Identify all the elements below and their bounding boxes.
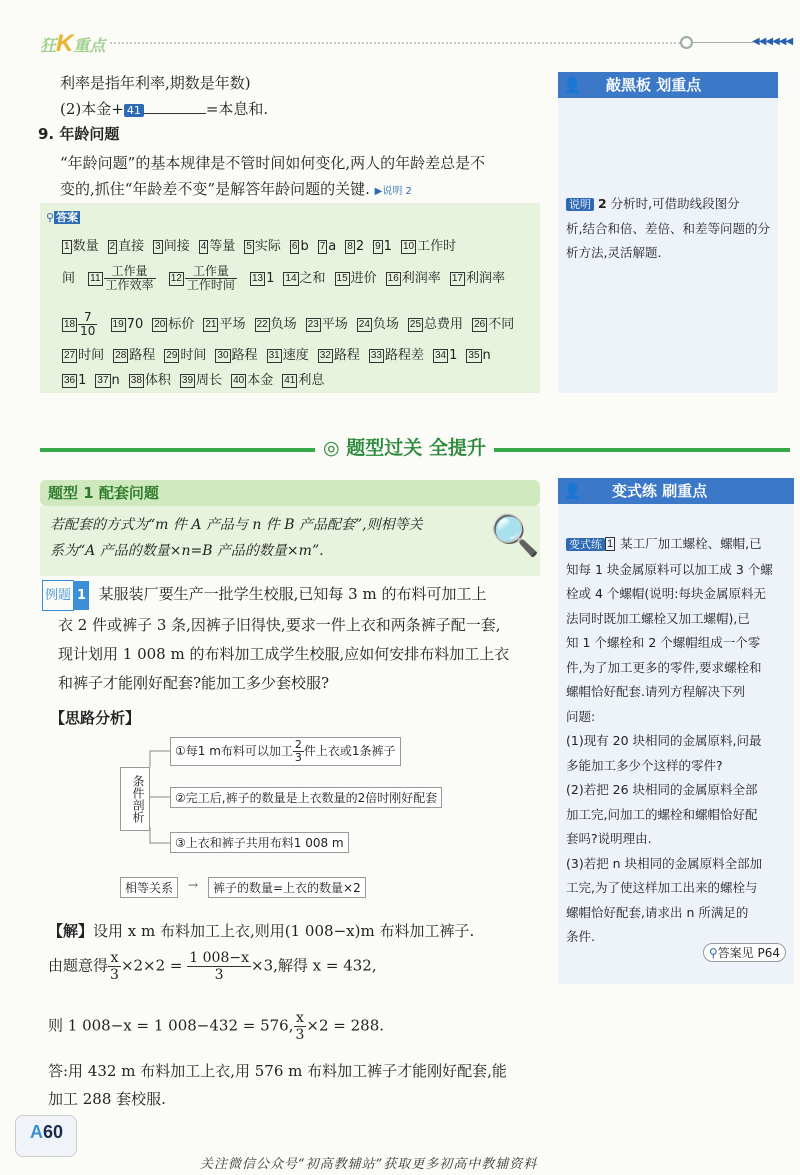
section-title: ◎ 题型过关 全提升	[315, 433, 494, 460]
practice-text-line: 条件.	[566, 929, 595, 944]
detective-mascot-icon: 🔍	[490, 513, 540, 559]
practice-text-line: 螺帽恰好配套.请列方程解决下列	[566, 684, 745, 699]
answer-row: 间 11 $\frac{\text{工作量}}{\text{工作效率}}$ 12 $\frac{\text{工作量}}{\text{工作时间}}$ 13 1 14 之和 15 进价 16 利润率 17 利润率	[62, 264, 505, 292]
question-type-box: 若配套的方式为“m 件 A 产品与 n 件 B 产品配套”,则相等关 系为“A 产品的数量×n=B 产品的数量×m”. 🔍	[40, 506, 540, 576]
answer-item: 38 体积	[130, 373, 171, 388]
answer-item: 8 2	[347, 239, 365, 254]
answer-item: 37 n	[97, 373, 120, 388]
answer-item: 25 总费用	[409, 317, 464, 332]
practice-text-line: 知每 1 块金属原料可以加工成 3 个螺	[566, 561, 773, 577]
answer-item: 14 之和	[285, 271, 326, 286]
answer-item: 28 路程	[115, 348, 156, 363]
practice-text-line: (1)现有 20 块相同的金属原料,问最	[566, 733, 762, 748]
answer-item: 1 数量	[64, 239, 99, 254]
condition-3: ③上衣和裤子共用布料1 008 m	[170, 832, 349, 853]
answer-panel	[40, 203, 540, 393]
practice-text-line: 多能加工多少个这样的零件?	[566, 757, 723, 773]
answer-item: 30 路程	[217, 348, 258, 363]
solution-equation: 由题意得 $\frac{x}{3}$ ×2×2 = $\frac{1 008-x}{3}$ ×3,解得 x = 432,	[48, 950, 377, 983]
header-circle-ornament	[680, 36, 693, 49]
teacher-icon: 👤	[558, 482, 582, 500]
note-label: 说明	[566, 198, 594, 211]
answer-row	[62, 344, 500, 363]
answer-item: 26 不同	[474, 317, 515, 332]
answer-item: 19 70	[112, 317, 144, 332]
practice-label: 变式练	[566, 538, 605, 551]
practice-text-line: (2)若把 26 块相同的金属原料全部	[566, 782, 758, 797]
equality-label: 相等关系	[120, 877, 178, 898]
side-panel-header: 👤 敲黑板 划重点	[558, 72, 778, 98]
mascot-icon: A	[30, 1122, 43, 1142]
text-line: 利率是指年利率,期数是年数)	[60, 74, 251, 92]
equality-relation: 裤子的数量=上衣的数量×2	[208, 877, 366, 898]
answer-item: 31 速度	[268, 348, 309, 363]
condition-1: ①每1 m布料可以加工 $\frac{2}{3}$ 件上衣或1条裤子	[170, 737, 401, 766]
target-icon: ◎	[323, 437, 347, 459]
answer-row: 18 $\frac{7}{10}$ 19 70 20 标价 21 平场 22 负场 23 平场 24 负场 25 总费用 26 不同	[64, 310, 515, 338]
paragraph: 变的,抓住“年龄差不变”是解答年龄问题的关键. ▶说明 2	[60, 180, 412, 198]
answer-item: 33 路程差	[370, 348, 424, 363]
footer-text: 关注微信公众号“初高教辅站”获取更多初高中教辅资料	[200, 1157, 538, 1172]
answer-item: 35 n	[468, 348, 491, 363]
item-heading: 9. 年龄问题	[38, 125, 120, 143]
side-panel-notes: 说明 2 分析时,可借助线段图分 析,结合和倍、差倍、和差等问题的分 析方法,灵活解题.	[558, 98, 778, 393]
condition-2: ②完工后,裤子的数量是上衣数量的2倍时刚好配套	[170, 787, 442, 808]
answer-ref-badge[interactable]: ⚲答案见 P64	[703, 943, 786, 962]
header-rule	[693, 42, 753, 43]
note-reference-link[interactable]: ▶说明 2	[374, 186, 412, 197]
practice-text-line: 知 1 个螺栓和 2 个螺帽组成一个零	[566, 635, 761, 650]
answer-item: 2 直接	[109, 239, 145, 254]
practice-text-line: 法同时既加工螺栓又加工螺帽),已	[566, 610, 750, 626]
key-icon: ⚲	[708, 946, 718, 960]
answer-item: 17 利润率	[451, 271, 505, 286]
answer-item: 32 路程	[319, 348, 360, 363]
practice-text-line: 加工完,问加工的螺栓和螺帽恰好配	[566, 806, 758, 822]
answer-item: 34 1	[434, 348, 458, 363]
practice-text-line: 套吗?说明理由.	[566, 831, 652, 846]
practice-text-line: 问题:	[566, 708, 596, 724]
answer-row	[62, 235, 465, 254]
header-dotted-rule	[110, 42, 680, 44]
answer-item: 10 工作时	[402, 239, 457, 254]
text-line: (2)本金+ 41 =本息和.	[60, 100, 269, 118]
side-panel-header: 👤 变式练 刷重点	[558, 478, 794, 504]
practice-text-line: 工完,为了使这样加工出来的螺栓与	[566, 880, 758, 895]
answer-item: 15 进价	[336, 271, 377, 286]
page-number: A60	[30, 1122, 64, 1142]
answer-item: 20 标价	[154, 317, 195, 332]
answer-item: 21 平场	[205, 317, 246, 332]
answer-item: 16 利润率	[387, 271, 441, 286]
arrow-right-icon: →	[188, 878, 199, 892]
side-panel-practice: 变式练 1 某工厂加工螺栓、螺帽,已 知每 1 块金属原料可以加工成 3 个螺 栓或 4 个螺帽(说明:每块金属原料无 法同时既加工螺栓又加工螺帽),已 知 1 个螺栓和 2 个螺帽组成一个零 件,为了加工更多的零件,要求螺栓和 螺帽恰好配套.请列方程解决下列 问题: (1)现有 20 块相同的金属原料,问最 多能加工多少个这样的零件? (2)若把 26 块相同的金属原料全部 加工完,问加工的螺栓和螺帽恰好配 套吗?说明理由. (3)若把 n 块相同的金属原料全部加 工完,为了使这样加工出来的螺栓与 螺帽恰好配套,请求出 n 所满足的 条件. ⚲答案见 P64	[558, 504, 794, 984]
practice-text-line: 栓或 4 个螺帽(说明:每块金属原料无	[566, 586, 766, 601]
answer-item: 7 a	[319, 239, 337, 254]
key-icon: ⚲	[46, 211, 55, 224]
header-arrows-icon: ◀◀◀◀◀◀	[752, 36, 793, 47]
answer-item: 3 间接	[155, 239, 190, 254]
answer-item: 22 负场	[256, 317, 297, 332]
paragraph: “年龄问题”的基本规律是不管时间如何变化,两人的年龄差总是不	[60, 154, 486, 172]
answer-item: 5 实际	[246, 239, 281, 254]
example-problem: 例题 1 某服装厂要生产一批学生校服,已知每 3 m 的布料可加工上 衣 2 件或裤子 3 条,因裤子旧得快,要求一件上衣和两条裤子配一套, 现计划用 1 008 m 的布料加工成学生校服,应如何安排布料加工上衣 和裤子才能刚好配套?能加工多少套校服?	[42, 580, 552, 698]
answer-item: 41 利息	[284, 373, 325, 388]
teacher-icon: 👤	[558, 76, 582, 94]
book-logo: 狂K重点	[40, 30, 106, 57]
solution-line: 【解】设用 x m 布料加工上衣,则用(1 008−x)m 布料加工裤子.	[48, 922, 475, 940]
answer-item: 13 1	[251, 271, 275, 286]
practice-text-line: (3)若把 n 块相同的金属原料全部加	[566, 855, 763, 871]
answer-row	[62, 369, 333, 388]
answer-item: 6 b	[291, 239, 309, 254]
analysis-title: 【思路分析】	[50, 709, 141, 727]
practice-text-line: 件,为了加工更多的零件,要求螺栓和	[566, 659, 762, 675]
conditions-label: 条件剖析	[120, 767, 150, 831]
solution-answer: 答:用 432 m 布料加工上衣,用 576 m 布料加工裤子才能刚好配套,能 加工 288 套校服.	[48, 1062, 507, 1108]
answer-item: 27 时间	[64, 348, 105, 363]
answer-item: 39 周长	[181, 373, 223, 388]
answer-item: 23 平场	[307, 317, 348, 332]
practice-text-line: 螺帽恰好配套,请求出 n 所满足的	[566, 904, 749, 920]
answer-item: 4 等量	[200, 239, 236, 254]
answer-item: 36 1	[64, 373, 87, 388]
answer-item: 24 负场	[358, 317, 399, 332]
answer-label: ⚲ 答案	[46, 211, 79, 224]
answer-item: 9 1	[375, 239, 392, 254]
answer-item: 29 时间	[166, 348, 207, 363]
solution-result: 则 1 008−x = 1 008−432 = 576, $\frac{x}{3}$ ×2 = 288.	[48, 1010, 385, 1043]
question-type-header: 题型 1 配套问题	[40, 480, 540, 506]
answer-item: 40 本金	[233, 373, 274, 388]
practice-text-line: 某工厂加工螺栓、螺帽,已	[620, 536, 762, 551]
